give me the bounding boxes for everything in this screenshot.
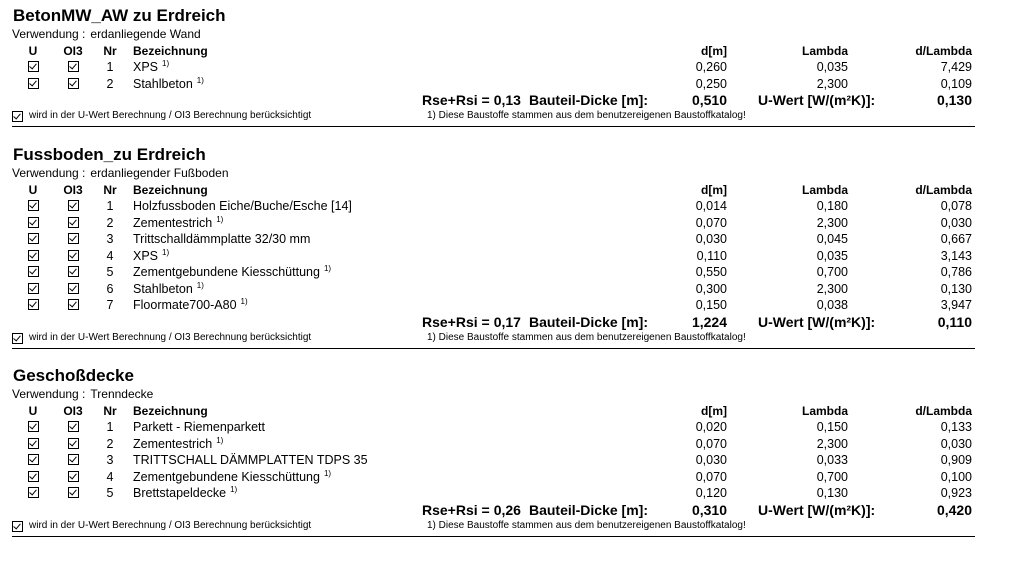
- layer-name: Floormate700-A80: [133, 298, 237, 312]
- u-checkbox[interactable]: [28, 283, 39, 294]
- total-thickness-value: 0,310: [691, 501, 727, 518]
- oi3-checkbox[interactable]: [68, 266, 79, 277]
- layer-d-lambda: 3,143: [940, 248, 972, 263]
- layer-d-lambda: 0,078: [940, 199, 972, 213]
- layer-thickness: 0,120: [695, 486, 727, 500]
- u-checkbox[interactable]: [28, 250, 39, 261]
- oi3-checkbox-cell: [66, 453, 80, 467]
- oi3-checkbox-cell: [66, 60, 80, 74]
- header-d: d[m]: [701, 404, 727, 418]
- u-checkbox[interactable]: [28, 299, 39, 310]
- u-checkbox[interactable]: [28, 454, 39, 465]
- layer-name: XPS: [133, 60, 159, 74]
- header-lambda: Lambda: [801, 44, 848, 58]
- u-checkbox-cell: [28, 216, 38, 230]
- header-d: d[m]: [701, 183, 727, 197]
- layer-name-cell: [133, 420, 265, 434]
- oi3-checkbox-cell: [66, 282, 80, 296]
- layer-name-cell: [133, 265, 331, 279]
- component-section: [12, 145, 975, 345]
- total-thickness-value: 1,224: [691, 313, 727, 330]
- usage-line: [12, 166, 229, 180]
- oi3-checkbox-cell: [66, 420, 80, 434]
- section-divider: [12, 126, 975, 127]
- u-checkbox[interactable]: [28, 421, 39, 432]
- footnote-marker: 1): [216, 435, 224, 445]
- u-checkbox[interactable]: [28, 233, 39, 244]
- layer-name: XPS: [133, 248, 159, 263]
- table-header: [12, 183, 975, 197]
- layer-name-cell: [133, 232, 310, 246]
- catalog-footnote: 1) Diese Baustoffe stammen aus dem benutzereigenen Baustoffkatalog!: [427, 519, 746, 531]
- u-checkbox-cell: [28, 60, 38, 74]
- usage-value: erdanliegende Wand: [90, 27, 201, 41]
- layer-number: 1: [106, 60, 114, 74]
- layer-d-lambda: 0,130: [940, 281, 972, 296]
- usage-label: Verwendung :: [12, 27, 86, 41]
- table-row: [12, 265, 975, 281]
- oi3-checkbox-cell: [66, 265, 80, 279]
- header-oi3: OI3: [63, 183, 83, 197]
- u-value: 0,420: [936, 501, 972, 518]
- u-checkbox-cell: [28, 298, 38, 312]
- rse-rsi-group: [422, 501, 648, 519]
- layer-number: 2: [106, 436, 114, 451]
- section-title: BetonMW_AW zu Erdreich: [13, 6, 226, 25]
- footnote-marker: 1): [230, 485, 238, 494]
- rse-rsi-group: [422, 91, 648, 109]
- summary-row: [12, 313, 975, 331]
- oi3-checkbox[interactable]: [68, 421, 79, 432]
- u-value-label: U-Wert [W/(m²K)]:: [758, 501, 876, 518]
- layer-lambda: 0,130: [816, 486, 848, 500]
- legend-checkbox[interactable]: [12, 111, 23, 122]
- layer-name-cell: [133, 60, 169, 74]
- u-checkbox[interactable]: [28, 61, 39, 72]
- layer-lambda: 0,038: [816, 298, 848, 312]
- summary-row: [12, 501, 975, 519]
- u-checkbox-cell: [28, 437, 38, 451]
- oi3-checkbox[interactable]: [68, 283, 79, 294]
- usage-line: [12, 387, 153, 401]
- footnote-marker: 1): [240, 297, 248, 306]
- header-oi3: OI3: [63, 404, 83, 418]
- footnote-marker: 1): [162, 247, 170, 257]
- layer-thickness: 0,260: [695, 60, 727, 74]
- oi3-checkbox[interactable]: [68, 61, 79, 72]
- header-oi3: OI3: [63, 44, 83, 58]
- oi3-checkbox[interactable]: [68, 438, 79, 449]
- layer-thickness: 0,110: [696, 248, 727, 263]
- layer-name-cell: [133, 77, 204, 91]
- header-lambda: Lambda: [801, 183, 848, 197]
- u-value-label: U-Wert [W/(m²K)]:: [758, 313, 876, 330]
- oi3-checkbox-cell: [66, 77, 80, 91]
- layer-lambda: 0,180: [816, 199, 848, 213]
- layer-thickness: 0,070: [695, 469, 727, 484]
- header-nr: Nr: [103, 183, 117, 197]
- layer-thickness: 0,030: [695, 232, 727, 246]
- layer-number: 5: [106, 486, 114, 500]
- table-row: [12, 232, 975, 248]
- footer-legend: [12, 520, 311, 532]
- table-row: [12, 249, 975, 265]
- rse-rsi-label: Rse+Rsi =: [422, 501, 490, 518]
- u-checkbox-cell: [28, 249, 38, 263]
- u-checkbox-cell: [28, 420, 38, 434]
- footnote-marker: 1): [196, 75, 204, 85]
- table-row: [12, 199, 975, 215]
- layer-name-cell: [133, 216, 223, 230]
- layer-thickness: 0,020: [695, 420, 727, 434]
- legend-text: wird in der U-Wert Berechnung / OI3 Berechnung berücksichtigt: [29, 519, 312, 531]
- u-checkbox[interactable]: [28, 471, 39, 482]
- header-u: U: [28, 183, 38, 197]
- u-checkbox-cell: [28, 265, 38, 279]
- layer-name: Zementestrich: [133, 436, 213, 451]
- layer-thickness: 0,150: [695, 298, 727, 312]
- layer-d-lambda: 0,786: [940, 265, 972, 279]
- layer-lambda: 2,300: [816, 436, 848, 451]
- usage-label: Verwendung :: [12, 166, 86, 180]
- layer-thickness: 0,070: [695, 436, 727, 451]
- rse-rsi-value: 0,26: [493, 501, 521, 518]
- layer-thickness: 0,250: [695, 76, 727, 91]
- rse-rsi-value: 0,17: [493, 313, 521, 330]
- section-footer: [12, 110, 975, 124]
- table-row: [12, 216, 975, 232]
- footnote-marker: 1): [216, 214, 224, 224]
- layer-name: Parkett - Riemenparkett: [133, 420, 265, 434]
- layer-thickness: 0,070: [695, 215, 727, 230]
- layer-name-cell: [133, 282, 204, 296]
- layer-name: Zementestrich: [133, 215, 213, 230]
- layer-number: 3: [106, 232, 114, 246]
- u-checkbox-cell: [28, 486, 38, 500]
- layer-name-cell: [133, 298, 248, 312]
- table-row: [12, 282, 975, 298]
- section-title: Fussboden_zu Erdreich: [13, 145, 206, 164]
- layer-number: 4: [106, 248, 114, 263]
- rse-rsi-group: [422, 313, 648, 331]
- header-nr: Nr: [103, 404, 117, 418]
- layer-name-cell: [133, 199, 352, 213]
- component-section: [12, 366, 975, 566]
- oi3-checkbox[interactable]: [68, 233, 79, 244]
- layer-lambda: 0,035: [816, 248, 848, 263]
- section-divider: [12, 348, 975, 349]
- layer-d-lambda: 0,909: [940, 453, 972, 467]
- oi3-checkbox[interactable]: [68, 454, 79, 465]
- rse-rsi-value: 0,13: [493, 92, 521, 108]
- header-d: d[m]: [701, 44, 727, 58]
- section-footer: [12, 520, 975, 534]
- header-bezeichnung: Bezeichnung: [133, 183, 208, 197]
- header-nr: Nr: [103, 44, 117, 58]
- catalog-footnote: 1) Diese Baustoffe stammen aus dem benutzereigenen Baustoffkatalog!: [427, 110, 746, 121]
- layer-name: TRITTSCHALL DÄMMPLATTEN TDPS 35: [133, 453, 368, 467]
- layer-name-cell: [133, 470, 331, 484]
- usage-line: [12, 27, 201, 41]
- table-row: [12, 470, 975, 486]
- footnote-marker: 1): [323, 468, 332, 478]
- u-checkbox-cell: [28, 232, 38, 246]
- layer-number: 2: [106, 76, 114, 91]
- u-checkbox[interactable]: [28, 200, 39, 211]
- layer-lambda: 0,150: [816, 420, 848, 434]
- layer-number: 3: [106, 453, 114, 467]
- layer-name: Holzfussboden Eiche/Buche/Esche [14]: [133, 199, 352, 213]
- footer-legend: [12, 332, 311, 344]
- layer-name: Trittschalldämmplatte 32/30 mm: [133, 232, 311, 246]
- layer-d-lambda: 0,923: [940, 486, 972, 500]
- layer-thickness: 0,300: [695, 281, 727, 296]
- usage-value: erdanliegender Fußboden: [90, 166, 229, 180]
- layer-lambda: 2,300: [816, 281, 848, 296]
- oi3-checkbox-cell: [66, 232, 80, 246]
- u-value-label: U-Wert [W/(m²K)]:: [758, 92, 876, 108]
- layer-d-lambda: 0,030: [940, 215, 972, 230]
- u-checkbox-cell: [28, 453, 38, 467]
- layer-d-lambda: 0,109: [940, 76, 972, 91]
- u-checkbox[interactable]: [28, 78, 39, 89]
- layer-d-lambda: 7,429: [940, 60, 972, 74]
- oi3-checkbox-cell: [66, 199, 80, 213]
- u-value: 0,110: [937, 313, 972, 330]
- layer-lambda: 0,033: [816, 453, 848, 467]
- layer-lambda: 0,700: [816, 469, 848, 484]
- header-bezeichnung: Bezeichnung: [133, 404, 208, 418]
- oi3-checkbox[interactable]: [68, 200, 79, 211]
- layer-name: Zementgebundene Kiesschüttung: [133, 469, 320, 484]
- oi3-checkbox-cell: [66, 470, 80, 484]
- header-d-lambda: d/Lambda: [915, 404, 972, 418]
- header-u: U: [28, 44, 38, 58]
- legend-checkbox[interactable]: [12, 521, 23, 532]
- u-checkbox[interactable]: [28, 266, 39, 277]
- layer-number: 1: [106, 199, 114, 213]
- layer-number: 4: [106, 469, 114, 484]
- layer-d-lambda: 3,947: [940, 298, 972, 312]
- usage-value: Trenndecke: [90, 387, 154, 401]
- oi3-checkbox[interactable]: [68, 78, 79, 89]
- layer-thickness: 0,030: [695, 453, 727, 467]
- oi3-checkbox[interactable]: [68, 487, 79, 498]
- table-header: [12, 404, 975, 418]
- rse-rsi-label: Rse+Rsi =: [422, 313, 490, 330]
- oi3-checkbox-cell: [66, 437, 80, 451]
- section-footer: [12, 332, 975, 346]
- layer-d-lambda: 0,133: [940, 420, 972, 434]
- total-thickness-value: 0,510: [691, 92, 727, 108]
- layer-d-lambda: 0,030: [940, 436, 972, 451]
- oi3-checkbox[interactable]: [68, 471, 79, 482]
- legend-text: wird in der U-Wert Berechnung / OI3 Berechnung berücksichtigt: [29, 331, 312, 343]
- layer-name: Stahlbeton: [133, 76, 193, 91]
- rse-rsi-label: Rse+Rsi =: [422, 92, 490, 108]
- layer-name: Brettstapeldecke: [133, 486, 227, 500]
- table-row: [12, 420, 975, 436]
- layer-lambda: 2,300: [816, 215, 848, 230]
- footnote-marker: 1): [196, 280, 204, 290]
- layer-d-lambda: 0,100: [940, 469, 972, 484]
- oi3-checkbox-cell: [66, 298, 80, 312]
- layer-number: 6: [106, 281, 114, 296]
- layer-lambda: 2,300: [816, 76, 848, 91]
- header-d-lambda: d/Lambda: [915, 183, 972, 197]
- header-bezeichnung: Bezeichnung: [133, 44, 208, 58]
- header-u: U: [28, 404, 38, 418]
- u-checkbox[interactable]: [28, 487, 39, 498]
- layer-lambda: 0,035: [816, 60, 848, 74]
- table-row: [12, 453, 975, 469]
- layer-d-lambda: 0,667: [940, 232, 972, 246]
- oi3-checkbox-cell: [66, 249, 80, 263]
- layer-name-cell: [133, 486, 237, 500]
- oi3-checkbox[interactable]: [68, 217, 79, 228]
- catalog-footnote: 1) Diese Baustoffe stammen aus dem benutzereigenen Baustoffkatalog!: [427, 331, 746, 343]
- u-checkbox-cell: [28, 77, 38, 91]
- footer-legend: [12, 110, 311, 122]
- header-lambda: Lambda: [801, 404, 848, 418]
- layer-number: 7: [106, 298, 114, 312]
- u-checkbox-cell: [28, 470, 38, 484]
- layer-thickness: 0,014: [695, 199, 727, 213]
- thickness-label: Bauteil-Dicke [m]:: [528, 92, 648, 108]
- thickness-label: Bauteil-Dicke [m]:: [528, 313, 648, 330]
- layer-name-cell: [133, 437, 223, 451]
- summary-row: [12, 91, 975, 109]
- section-title: Geschoßdecke: [13, 366, 134, 385]
- u-checkbox-cell: [28, 282, 38, 296]
- oi3-checkbox[interactable]: [68, 299, 79, 310]
- layer-name: Stahlbeton: [133, 281, 193, 296]
- u-value: 0,130: [936, 92, 972, 108]
- usage-label: Verwendung :: [12, 387, 86, 401]
- table-header: [12, 44, 975, 58]
- legend-checkbox[interactable]: [12, 333, 23, 344]
- thickness-label: Bauteil-Dicke [m]:: [528, 501, 648, 518]
- table-row: [12, 437, 975, 453]
- footnote-marker: 1): [162, 59, 170, 68]
- oi3-checkbox-cell: [66, 216, 80, 230]
- layer-name-cell: [133, 249, 169, 263]
- layer-lambda: 0,045: [816, 232, 848, 246]
- footnote-marker: 1): [323, 264, 332, 273]
- layer-name: Zementgebundene Kiesschüttung: [133, 265, 320, 279]
- section-divider: [12, 536, 975, 537]
- u-checkbox-cell: [28, 199, 38, 213]
- header-d-lambda: d/Lambda: [915, 44, 972, 58]
- layer-lambda: 0,700: [816, 265, 848, 279]
- oi3-checkbox[interactable]: [68, 250, 79, 261]
- layer-number: 2: [106, 215, 114, 230]
- layer-name-cell: [133, 453, 368, 467]
- layer-number: 5: [106, 265, 114, 279]
- u-checkbox[interactable]: [28, 438, 39, 449]
- oi3-checkbox-cell: [66, 486, 80, 500]
- u-checkbox[interactable]: [28, 217, 39, 228]
- layer-number: 1: [106, 420, 114, 434]
- legend-text: wird in der U-Wert Berechnung / OI3 Berechnung berücksichtigt: [29, 110, 312, 121]
- layer-thickness: 0,550: [695, 265, 727, 279]
- table-row: [12, 60, 975, 76]
